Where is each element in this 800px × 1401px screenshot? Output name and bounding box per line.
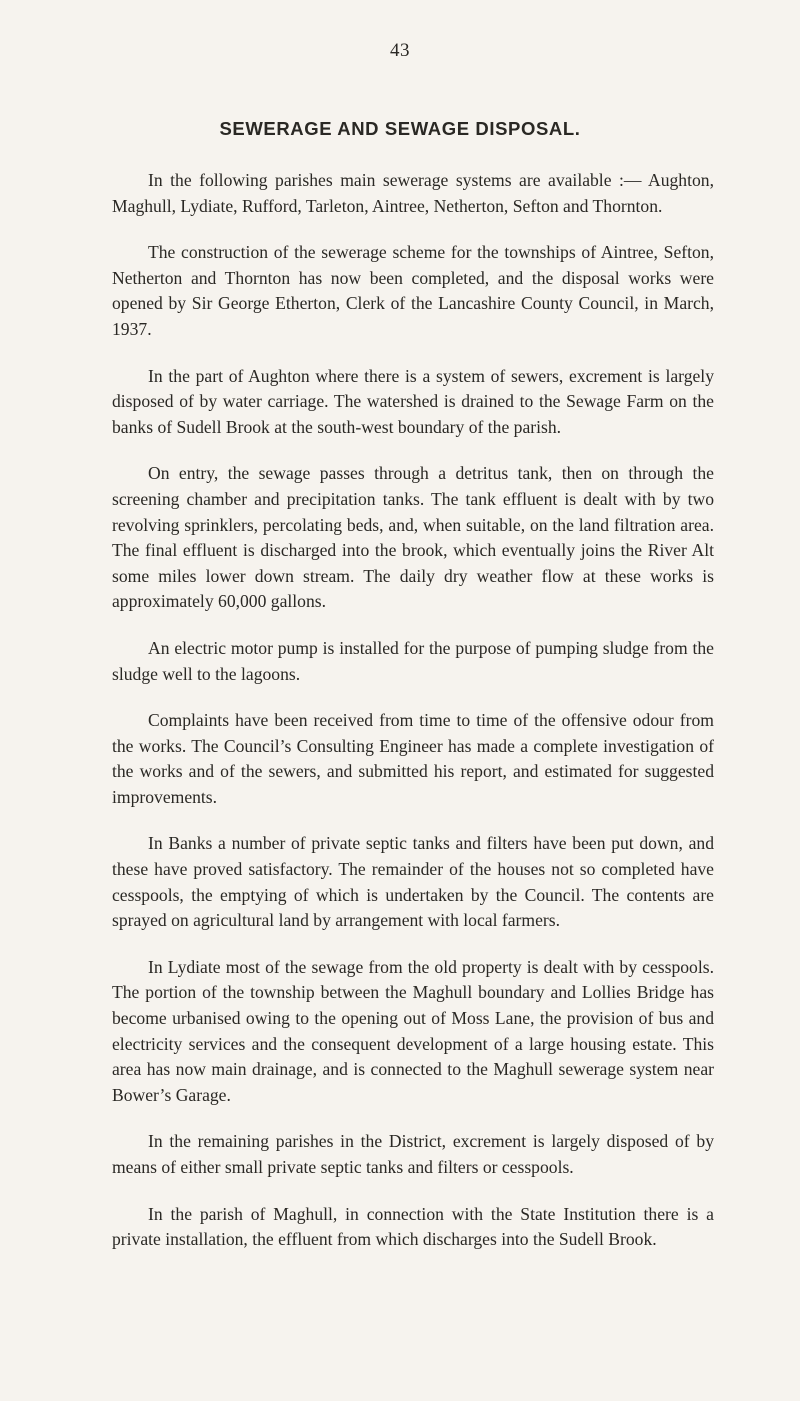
section-heading: SEWERAGE AND SEWAGE DISPOSAL. bbox=[219, 118, 581, 139]
paragraph-remaining-parishes: In the remaining parishes in the District, excrement is largely disposed of by means of either small private septic tanks and filters or cesspools. bbox=[112, 1131, 714, 1177]
paragraph-pump: An electric motor pump is installed for the purpose of pumping sludge from the sludge well to the lagoons. bbox=[112, 637, 714, 684]
paragraph-maghull: In the parish of Maghull, in connection with the State Institution there is a private installation, the effluent from which discharges into the Sudell Brook. bbox=[112, 1203, 714, 1250]
paragraph-lydiate: In Lydiate most of the sewage from the old property is dealt with by cesspools. The portion of the township between the Maghull boundary and Lollies Bridge has become urbanised owing to the opening out of Moss Lane, the provision of bus and electricity services and the consequent development of a large housing estate. This area has now main drainage, and is connected to the Maghull sewerage system near Bower’s Garage. bbox=[112, 956, 714, 1105]
paragraph-construction: The construction of the sewerage scheme for the townships of Aintree, Sefton, Netherton and Thornton has now been completed, and the disposal works were opened by Sir George Etherton, Clerk of the Lancashire County Council, in March, 1937. bbox=[112, 242, 714, 339]
paragraph-complaints: Complaints have been received from time to time of the offensive odour from the works. The Council’s Consulting Engineer has made a complete investigation of the works and of the sewers, and submitted his report, and estimated for suggested improvements. bbox=[112, 710, 714, 807]
paragraph-aughton: In the part of Aughton where there is a system of sewers, excrement is largely disposed of by water carriage. The watershed is drained to the Sewage Farm on the banks of Sudell Brook at the south-west boundary of the parish. bbox=[112, 365, 714, 437]
page-number: 43 bbox=[390, 40, 410, 61]
body-text bbox=[112, 168, 714, 1253]
paragraph-sewage-process: On entry, the sewage passes through a detritus tank, then on through the screening chamber and precipitation tanks. The tank effluent is dealt with by two revolving sprinklers, percolating beds, and, when suitable, on the land filtration area. The final effluent is discharged into the brook, which eventually joins the River Alt some miles lower down stream. The daily dry weather flow at these works is approximately 60,000 gallons. bbox=[112, 463, 714, 612]
paragraph-banks: In Banks a number of private septic tanks and filters have been put down, and these have proved satisfactory. The remainder of the houses not so completed have cesspools, the emptying of which is undertaken by the Council. The contents are sprayed on agricultural land by arrangement with local farmers. bbox=[112, 833, 714, 931]
paragraph-parishes-list: In the following parishes main sewerage systems are available :— Aughton, Maghull, Lydiate, Rufford, Tarleton, Aintree, Netherton, Sefton and Thornton. bbox=[112, 170, 714, 216]
